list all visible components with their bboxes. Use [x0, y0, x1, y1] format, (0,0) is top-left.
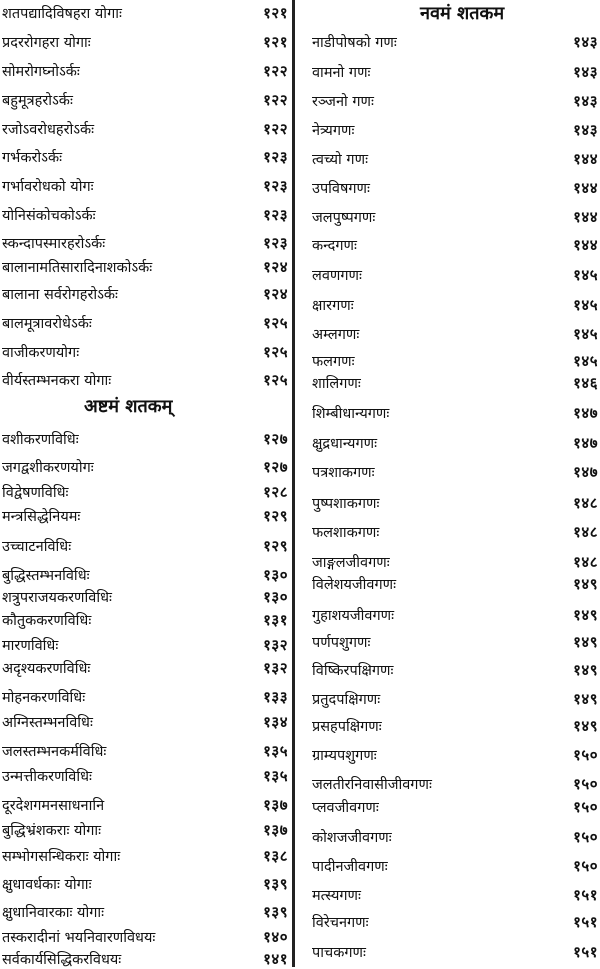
toc-entry: [2, 928, 288, 947]
toc-entry: [2, 483, 288, 502]
entry-title: क्षुधानिवारकाः योगाः: [2, 905, 105, 921]
entry-page-number: १४८: [573, 553, 598, 571]
toc-entry: [312, 798, 598, 817]
entry-page-number: १४५: [573, 352, 598, 370]
entry-title: पर्णपशुगणः: [312, 635, 371, 651]
entry-page-number: १३५: [263, 742, 288, 760]
toc-entry: [312, 404, 598, 423]
toc-entry: [312, 463, 598, 482]
toc-entry: [2, 177, 288, 196]
toc-entry: [2, 742, 288, 761]
entry-title: जगद्वशीकरणयोगः: [2, 460, 94, 476]
entry-page-number: १४९: [573, 661, 598, 679]
entry-title: वीर्यस्तम्भनकरा योगाः: [2, 373, 112, 389]
toc-entry: [2, 120, 288, 139]
entry-page-number: १४९: [573, 606, 598, 624]
toc-entry: [2, 659, 288, 678]
toc-entry: [2, 767, 288, 786]
toc-entry: [2, 91, 288, 110]
entry-page-number: १४७: [573, 404, 598, 422]
entry-title: बालमूत्रावरोधेऽर्कः: [2, 316, 92, 332]
entry-title: पुष्पशाकगणः: [312, 496, 380, 512]
entry-title: लवणगणः: [312, 268, 362, 284]
toc-entry: [312, 523, 598, 542]
entry-title: बालानामतिसारादिनाशकोऽर्कः: [2, 260, 153, 276]
entry-title: सोमरोगघ्नोऽर्कः: [2, 64, 80, 80]
entry-title: मन्त्रसिद्धेनियमः: [2, 509, 81, 525]
toc-entry: [2, 62, 288, 81]
entry-page-number: १२५: [263, 314, 288, 332]
toc-entry: [2, 343, 288, 362]
entry-title: फलशाकगणः: [312, 525, 380, 541]
toc-entry: [312, 746, 598, 765]
entry-title: अम्लगणः: [312, 327, 360, 343]
toc-entry: [312, 553, 598, 572]
entry-title: रजोऽवरोधहरोऽर्कः: [2, 122, 95, 138]
toc-entry: [312, 236, 598, 255]
entry-title: विद्वेषणविधिः: [2, 485, 69, 501]
entry-page-number: १४५: [573, 325, 598, 343]
entry-page-number: १४५: [573, 296, 598, 314]
entry-page-number: १४९: [573, 633, 598, 651]
entry-page-number: १४३: [573, 92, 598, 110]
entry-page-number: १३७: [263, 796, 288, 814]
toc-entry: [312, 690, 598, 709]
entry-title: गर्भावरोधको योगः: [2, 179, 94, 195]
toc-entry: [2, 611, 288, 630]
entry-title: रञ्जनो गणः: [312, 94, 374, 110]
entry-page-number: १५०: [573, 775, 598, 793]
entry-page-number: १३८: [263, 847, 288, 865]
toc-entry: [2, 713, 288, 732]
entry-page-number: १३५: [263, 767, 288, 785]
toc-entry: [2, 537, 288, 556]
toc-entry: [2, 33, 288, 52]
toc-entry: [312, 374, 598, 393]
entry-title: प्लवजीवगणः: [312, 800, 379, 816]
entry-title: शालिगणः: [312, 376, 361, 392]
entry-title: उच्चाटनविधिः: [2, 539, 72, 555]
toc-entry: [2, 234, 288, 253]
toc-entry: [312, 913, 598, 932]
entry-title: बहुमूत्रहरोऽर्कः: [2, 93, 73, 109]
toc-entry: [2, 566, 288, 585]
entry-title: स्कन्दापस्मारहरोऽर्कः: [2, 236, 106, 252]
entry-title: सम्भोगसन्धिकराः योगाः: [2, 849, 121, 865]
toc-entry: [312, 857, 598, 876]
entry-page-number: १५०: [573, 828, 598, 846]
entry-page-number: १४४: [573, 236, 598, 254]
entry-title: पत्रशाकगणः: [312, 465, 375, 481]
entry-title: शिम्बीधान्यगणः: [312, 406, 390, 422]
entry-page-number: १२५: [263, 343, 288, 361]
toc-entry: [2, 430, 288, 449]
entry-page-number: १३९: [263, 875, 288, 893]
toc-entry: [312, 886, 598, 905]
entry-page-number: १५०: [573, 746, 598, 764]
entry-page-number: १३४: [263, 713, 288, 731]
entry-page-number: १४९: [573, 717, 598, 735]
entry-page-number: १३९: [263, 903, 288, 921]
entry-title: क्षुधावर्धकाः योगाः: [2, 877, 92, 893]
toc-entry: [312, 150, 598, 169]
entry-title: विष्किरपक्षिगणः: [312, 663, 394, 679]
toc-entry: [2, 796, 288, 815]
entry-title: उन्मत्तीकरणविधिः: [2, 769, 92, 785]
toc-entry: [312, 208, 598, 227]
entry-title: त्वच्यो गणः: [312, 152, 368, 168]
entry-page-number: १४३: [573, 121, 598, 139]
entry-page-number: १२३: [263, 234, 288, 252]
entry-page-number: १२९: [263, 537, 288, 555]
entry-page-number: १३०: [263, 588, 288, 606]
entry-page-number: १२३: [263, 177, 288, 195]
entry-title: जाङ्गलजीवगणः: [312, 555, 390, 571]
toc-entry: [2, 507, 288, 526]
entry-page-number: १४५: [573, 266, 598, 284]
entry-page-number: १४१: [263, 950, 288, 968]
toc-entry: [312, 494, 598, 513]
toc-entry: [2, 314, 288, 333]
entry-page-number: १४०: [263, 928, 288, 946]
toc-entry: [2, 821, 288, 840]
entry-title: अग्निस्तम्भनविधिः: [2, 715, 93, 731]
entry-title: विरेचनगणः: [312, 915, 369, 931]
entry-title: क्षुद्रधान्यगणः: [312, 436, 378, 452]
entry-page-number: १४७: [573, 434, 598, 452]
toc-entry: [2, 285, 288, 304]
toc-entry: [2, 258, 288, 277]
entry-page-number: १२७: [263, 430, 288, 448]
toc-entry: [312, 717, 598, 736]
entry-page-number: १४४: [573, 179, 598, 197]
entry-page-number: १२१: [263, 4, 288, 22]
toc-entry: [312, 606, 598, 625]
entry-title: पाचकगणः: [312, 945, 366, 961]
entry-page-number: १५०: [573, 857, 598, 875]
entry-page-number: १३२: [263, 636, 288, 654]
entry-page-number: १२५: [263, 371, 288, 389]
entry-page-number: १४९: [573, 575, 598, 593]
entry-title: वामनो गणः: [312, 65, 371, 81]
entry-page-number: १४४: [573, 208, 598, 226]
entry-page-number: १४४: [573, 150, 598, 168]
entry-page-number: १४८: [573, 494, 598, 512]
entry-title: वाजीकरणयोगः: [2, 345, 80, 361]
entry-title: कन्दगणः: [312, 238, 357, 254]
entry-page-number: १२१: [263, 33, 288, 51]
entry-page-number: १४८: [573, 523, 598, 541]
toc-entry: [312, 296, 598, 315]
entry-title: कोशजजीवगणः: [312, 830, 392, 846]
entry-title: प्रदररोगहरा योगाः: [2, 35, 91, 51]
entry-page-number: १३१: [263, 611, 288, 629]
entry-page-number: १४६: [573, 374, 598, 392]
entry-title: जलस्तम्भनकर्मविधिः: [2, 744, 107, 760]
entry-title: अदृश्यकरणविधिः: [2, 661, 91, 677]
entry-page-number: १२२: [263, 91, 288, 109]
toc-entry: [2, 688, 288, 707]
entry-page-number: १३०: [263, 566, 288, 584]
entry-title: बुद्धिस्तम्भनविधिः: [2, 568, 90, 584]
entry-title: ग्राम्यपशुगणः: [312, 748, 377, 764]
entry-title: शतपद्यादिविषहरा योगाः: [2, 6, 122, 22]
toc-entry: [312, 352, 598, 371]
toc-entry: [312, 33, 598, 52]
entry-page-number: १२२: [263, 62, 288, 80]
entry-title: मारणविधिः: [2, 638, 59, 654]
toc-entry: [2, 4, 288, 23]
entry-title: शत्रुपराजयकरणविधिः: [2, 590, 112, 606]
entry-page-number: १२४: [263, 285, 288, 303]
toc-entry: [2, 847, 288, 866]
toc-entry: [312, 434, 598, 453]
toc-entry: [312, 266, 598, 285]
entry-page-number: १२३: [263, 206, 288, 224]
toc-entry: [2, 588, 288, 607]
entry-title: उपविषगणः: [312, 181, 370, 197]
entry-title: मोहनकरणविधिः: [2, 690, 86, 706]
entry-page-number: १५१: [573, 913, 598, 931]
toc-entry: [312, 575, 598, 594]
entry-title: गुहाशयजीवगणः: [312, 608, 395, 624]
entry-title: योनिसंकोचकोऽर्कः: [2, 208, 96, 224]
entry-page-number: १४७: [573, 463, 598, 481]
toc-entry: [312, 943, 598, 962]
entry-page-number: १५१: [573, 886, 598, 904]
entry-page-number: १३७: [263, 821, 288, 839]
section-heading-navam: नवमं शतकम: [420, 3, 505, 24]
toc-entry: [2, 206, 288, 225]
entry-title: प्रतुदपक्षिगणः: [312, 692, 381, 708]
entry-page-number: १२४: [263, 258, 288, 276]
entry-page-number: १२२: [263, 120, 288, 138]
entry-title: कौतुककरणविधिः: [2, 613, 92, 629]
toc-entry: [312, 661, 598, 680]
entry-page-number: १२८: [263, 483, 288, 501]
entry-title: प्रसहपक्षिगणः: [312, 719, 382, 735]
entry-page-number: १२३: [263, 148, 288, 166]
toc-entry: [312, 121, 598, 140]
entry-title: तस्करादीनां भयनिवारणविधयः: [2, 930, 156, 946]
entry-title: दूरदेशगमनसाधनानि: [2, 798, 105, 814]
toc-entry: [312, 775, 598, 794]
entry-page-number: १२७: [263, 458, 288, 476]
entry-title: क्षारगणः: [312, 298, 354, 314]
toc-entry: [2, 148, 288, 167]
entry-title: जलपुष्पगणः: [312, 210, 376, 226]
entry-title: बालाना सर्वरोगहरोऽर्कः: [2, 287, 118, 303]
entry-title: सर्वकार्यसिद्धिकरविधयः: [2, 952, 122, 968]
entry-title: मत्स्यगणः: [312, 888, 361, 904]
toc-entry: [2, 371, 288, 390]
toc-entry: [312, 179, 598, 198]
entry-page-number: १४३: [573, 33, 598, 51]
entry-title: फलगणः: [312, 354, 355, 370]
section-heading-ashtam: अष्टमं शतकम्: [84, 396, 173, 417]
entry-page-number: १३३: [263, 688, 288, 706]
entry-title: विलेशयजीवगणः: [312, 577, 397, 593]
entry-title: जलतीरनिवासीजीवगणः: [312, 777, 432, 793]
entry-page-number: १५०: [573, 798, 598, 816]
toc-entry: [312, 325, 598, 344]
entry-title: पादीनजीवगणः: [312, 859, 388, 875]
entry-page-number: १४९: [573, 690, 598, 708]
toc-entry: [312, 633, 598, 652]
entry-title: बुद्धिभ्रंशकराः योगाः: [2, 823, 102, 839]
entry-page-number: १४३: [573, 63, 598, 81]
toc-entry: [2, 950, 288, 969]
toc-entry: [312, 828, 598, 847]
toc-entry: [2, 636, 288, 655]
entry-title: नेत्र्यगणः: [312, 123, 355, 139]
toc-entry: [2, 875, 288, 894]
entry-title: वशीकरणविधिः: [2, 432, 79, 448]
entry-title: नाडीपोषको गणः: [312, 35, 397, 51]
column-divider: [292, 0, 295, 967]
entry-page-number: १५१: [573, 943, 598, 961]
toc-entry: [312, 92, 598, 111]
toc-entry: [2, 458, 288, 477]
toc-entry: [312, 63, 598, 82]
entry-page-number: १३२: [263, 659, 288, 677]
entry-page-number: १२९: [263, 507, 288, 525]
toc-entry: [2, 903, 288, 922]
entry-title: गर्भकरोऽर्कः: [2, 150, 63, 166]
